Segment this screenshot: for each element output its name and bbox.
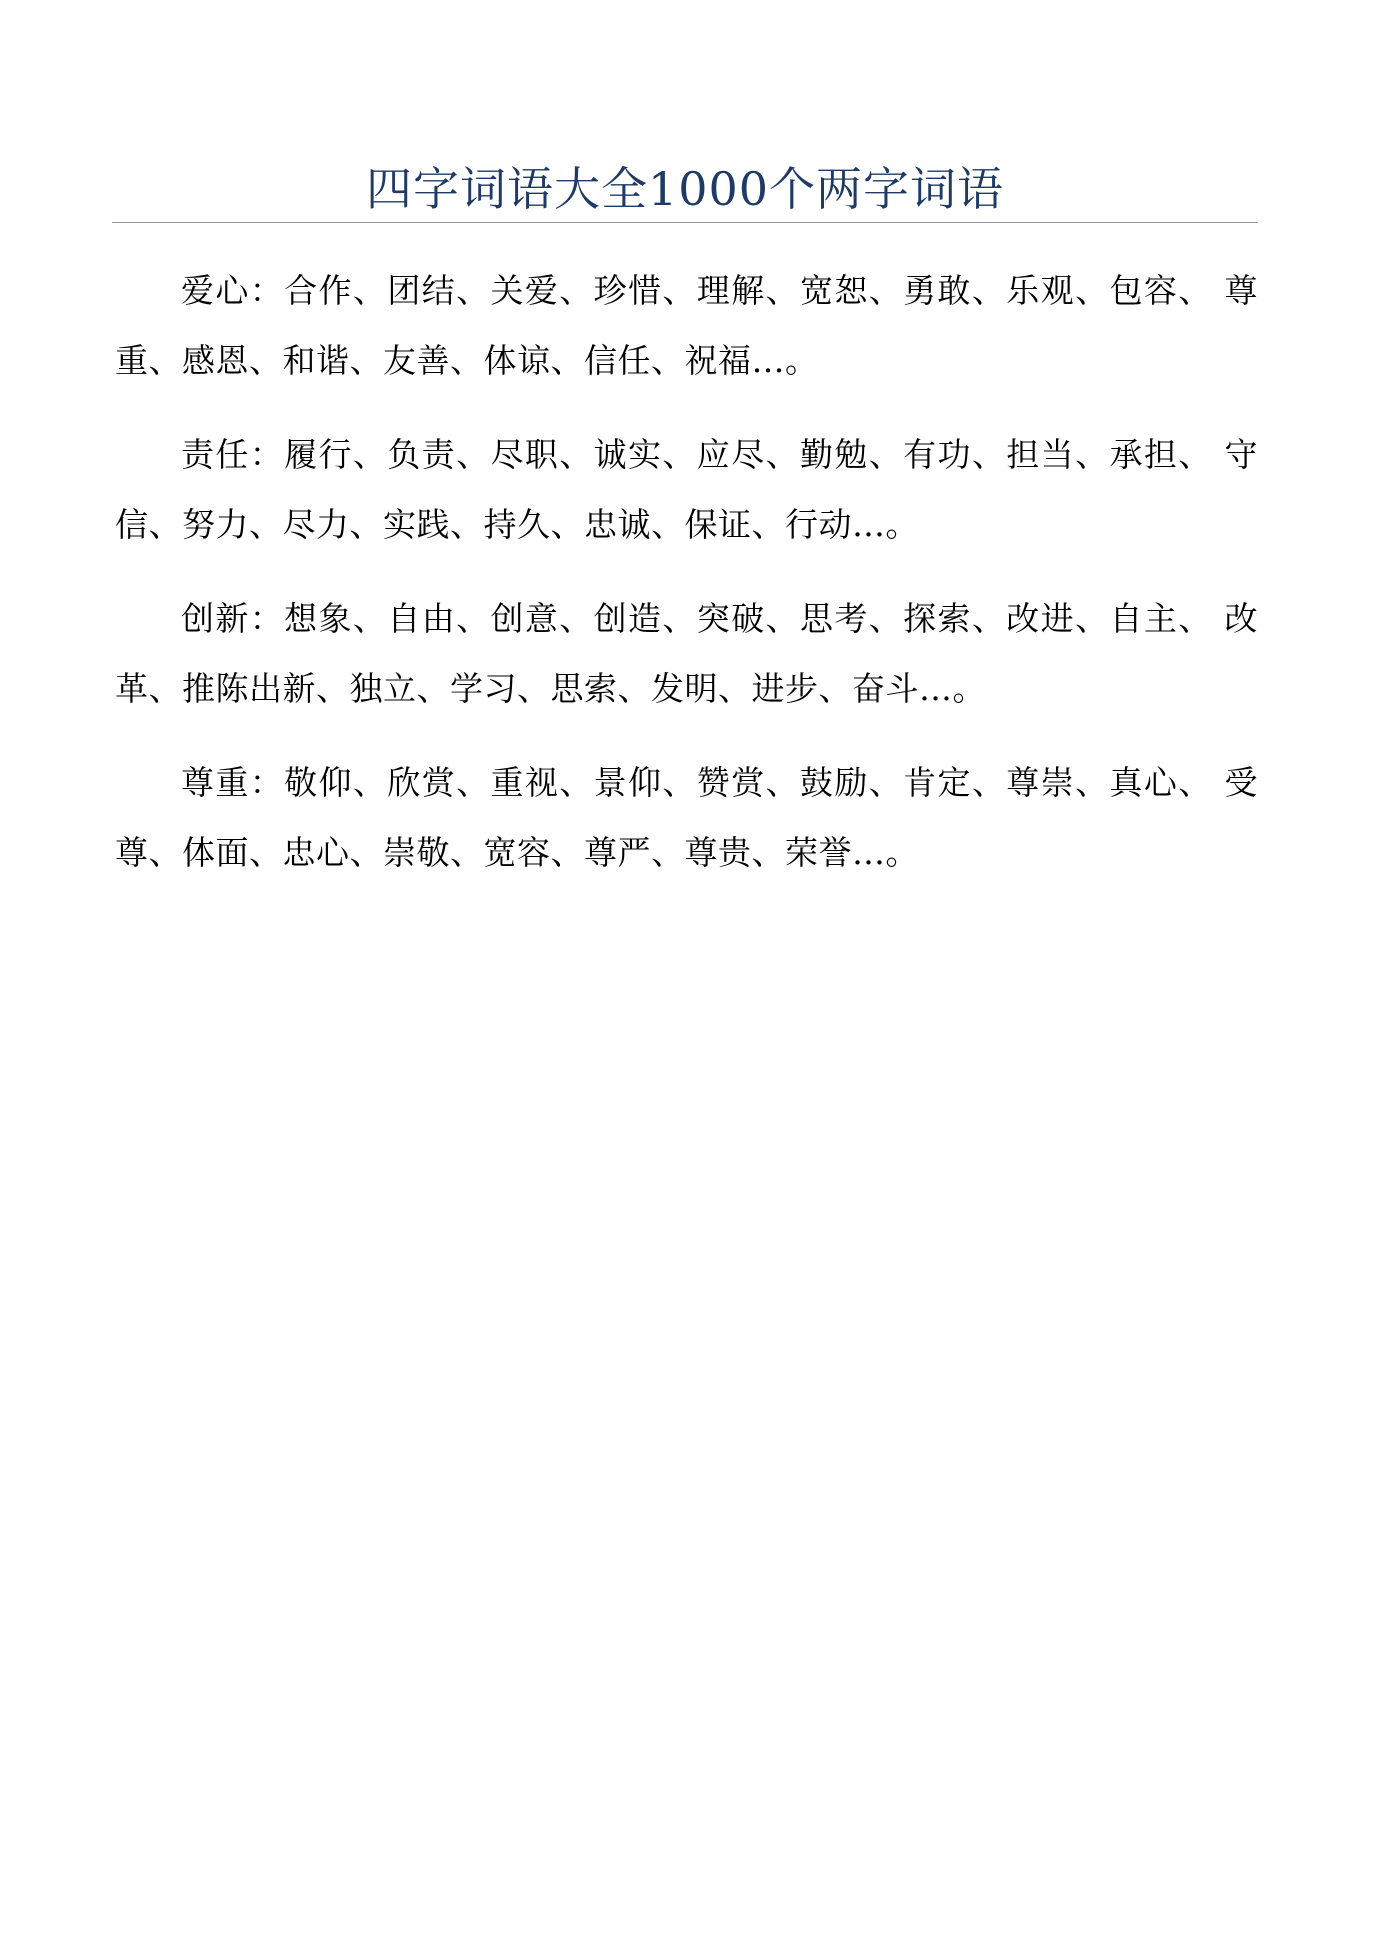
paragraph-respect: 尊重：敬仰、欣赏、重视、景仰、赞赏、鼓励、肯定、尊崇、真心、 受尊、体面、忠心、崇敬、宽容、尊严、尊贵、荣誉…。: [115, 763, 1258, 872]
title-divider: [112, 222, 1258, 223]
page-title: 四字词语大全1000个两字词语: [365, 162, 1005, 216]
paragraph-love: 爱心：合作、团结、关爱、珍惜、理解、宽恕、勇敢、乐观、包容、 尊重、感恩、和谐、友善、体谅、信任、祝福…。: [115, 271, 1258, 380]
paragraph-innovation: 创新：想象、自由、创意、创造、突破、思考、探索、改进、自主、 改革、推陈出新、独立、学习、思索、发明、进步、奋斗…。: [115, 599, 1258, 708]
document-body: [115, 256, 1258, 912]
paragraph-responsibility: 责任：履行、负责、尽职、诚实、应尽、勤勉、有功、担当、承担、 守信、努力、尽力、实践、持久、忠诚、保证、行动…。: [115, 435, 1258, 544]
